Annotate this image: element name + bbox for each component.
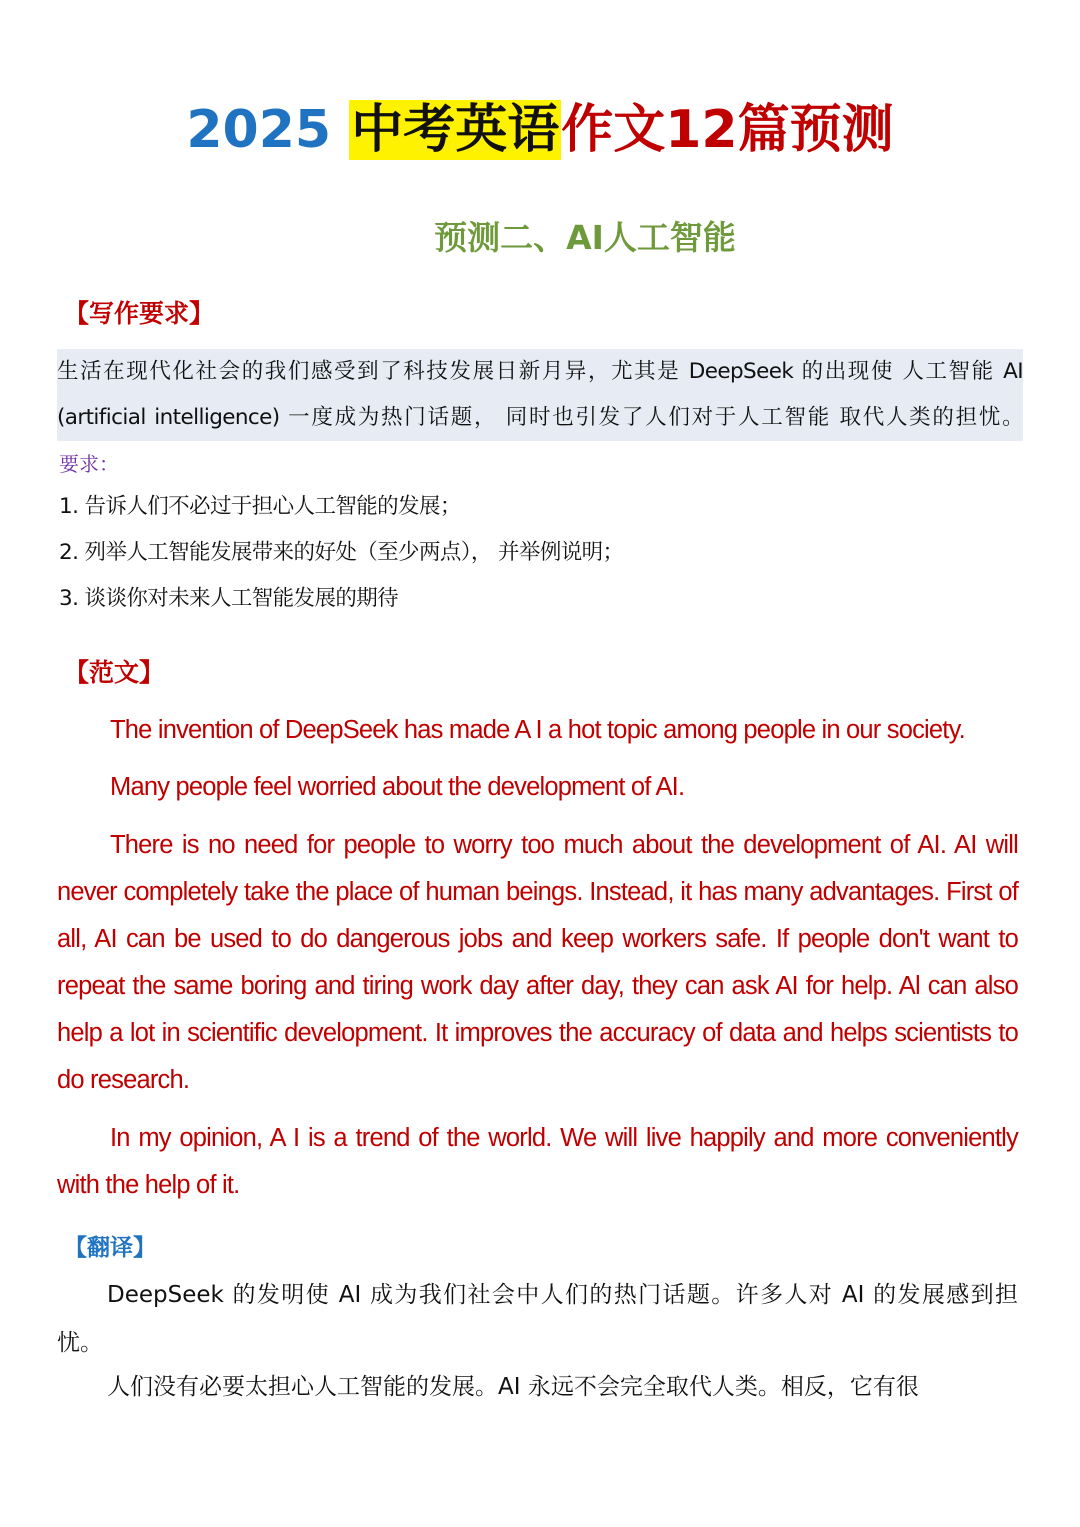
requirement-item: 2. 列举人工智能发展带来的好处（至少两点）， 并举例说明； bbox=[59, 540, 624, 565]
title-year: 2025 bbox=[186, 100, 350, 160]
requirements-list bbox=[59, 484, 1019, 622]
essay-paragraph: There is no need for people to worry too much about the development of AI. AI will never completely take the place of human beings. Instead, it has many advantages. First of all, AI can be used to do dangerous jobs and keep workers safe. If people don't want to repeat the same boring and tiring work day after day, they can ask AI for help. Al can also help a lot in scientific development. It improves the accuracy of data and helps scientists to do research. bbox=[57, 831, 1018, 1094]
essay-paragraph: In my opinion, A I is a trend of the world. We will live happily and more conveniently with the help of it. bbox=[57, 1124, 1018, 1199]
requirement-item: 3. 谈谈你对未来人工智能发展的期待 bbox=[59, 586, 399, 611]
prompt-box bbox=[57, 349, 1023, 441]
title-rest: 作文12篇预测 bbox=[561, 100, 894, 160]
requirement-item: 1. 告诉人们不必过于担心人工智能的发展； bbox=[59, 494, 461, 519]
writing-requirements-label: 【写作要求】 bbox=[64, 299, 215, 328]
page-subtitle: 预测二、AI人工智能 bbox=[434, 218, 736, 257]
model-essay-label: 【范文】 bbox=[64, 658, 165, 687]
page-title bbox=[0, 82, 1080, 178]
prompt-line: (artificial intelligence) 一度成为热门话题， 同时也引发了人们对于人工智能 取代人类的担忧。 bbox=[57, 405, 1023, 430]
title-highlight: 中考英语 bbox=[351, 100, 560, 160]
translation-paragraph: 人们没有必要太担心人工智能的发展。AI 永远不会完全取代人类。相反，它有很 bbox=[107, 1374, 919, 1400]
essay-paragraph: Many people feel worried about the development of AI. bbox=[110, 773, 685, 801]
prompt-line: 生活在现代化社会的我们感受到了科技发展日新月异，尤其是 DeepSeek 的出现使 人工智能 AI bbox=[57, 359, 1023, 384]
translation-label: 【翻译】 bbox=[64, 1235, 156, 1261]
translation-paragraph: DeepSeek 的发明使 AI 成为我们社会中人们的热门话题。许多人对 AI 的发展感到担忧。 bbox=[57, 1282, 1018, 1356]
requirements-title: 要求： bbox=[59, 452, 119, 476]
essay-paragraph: The invention of DeepSeek has made A I a hot topic among people in our society. bbox=[110, 716, 965, 744]
